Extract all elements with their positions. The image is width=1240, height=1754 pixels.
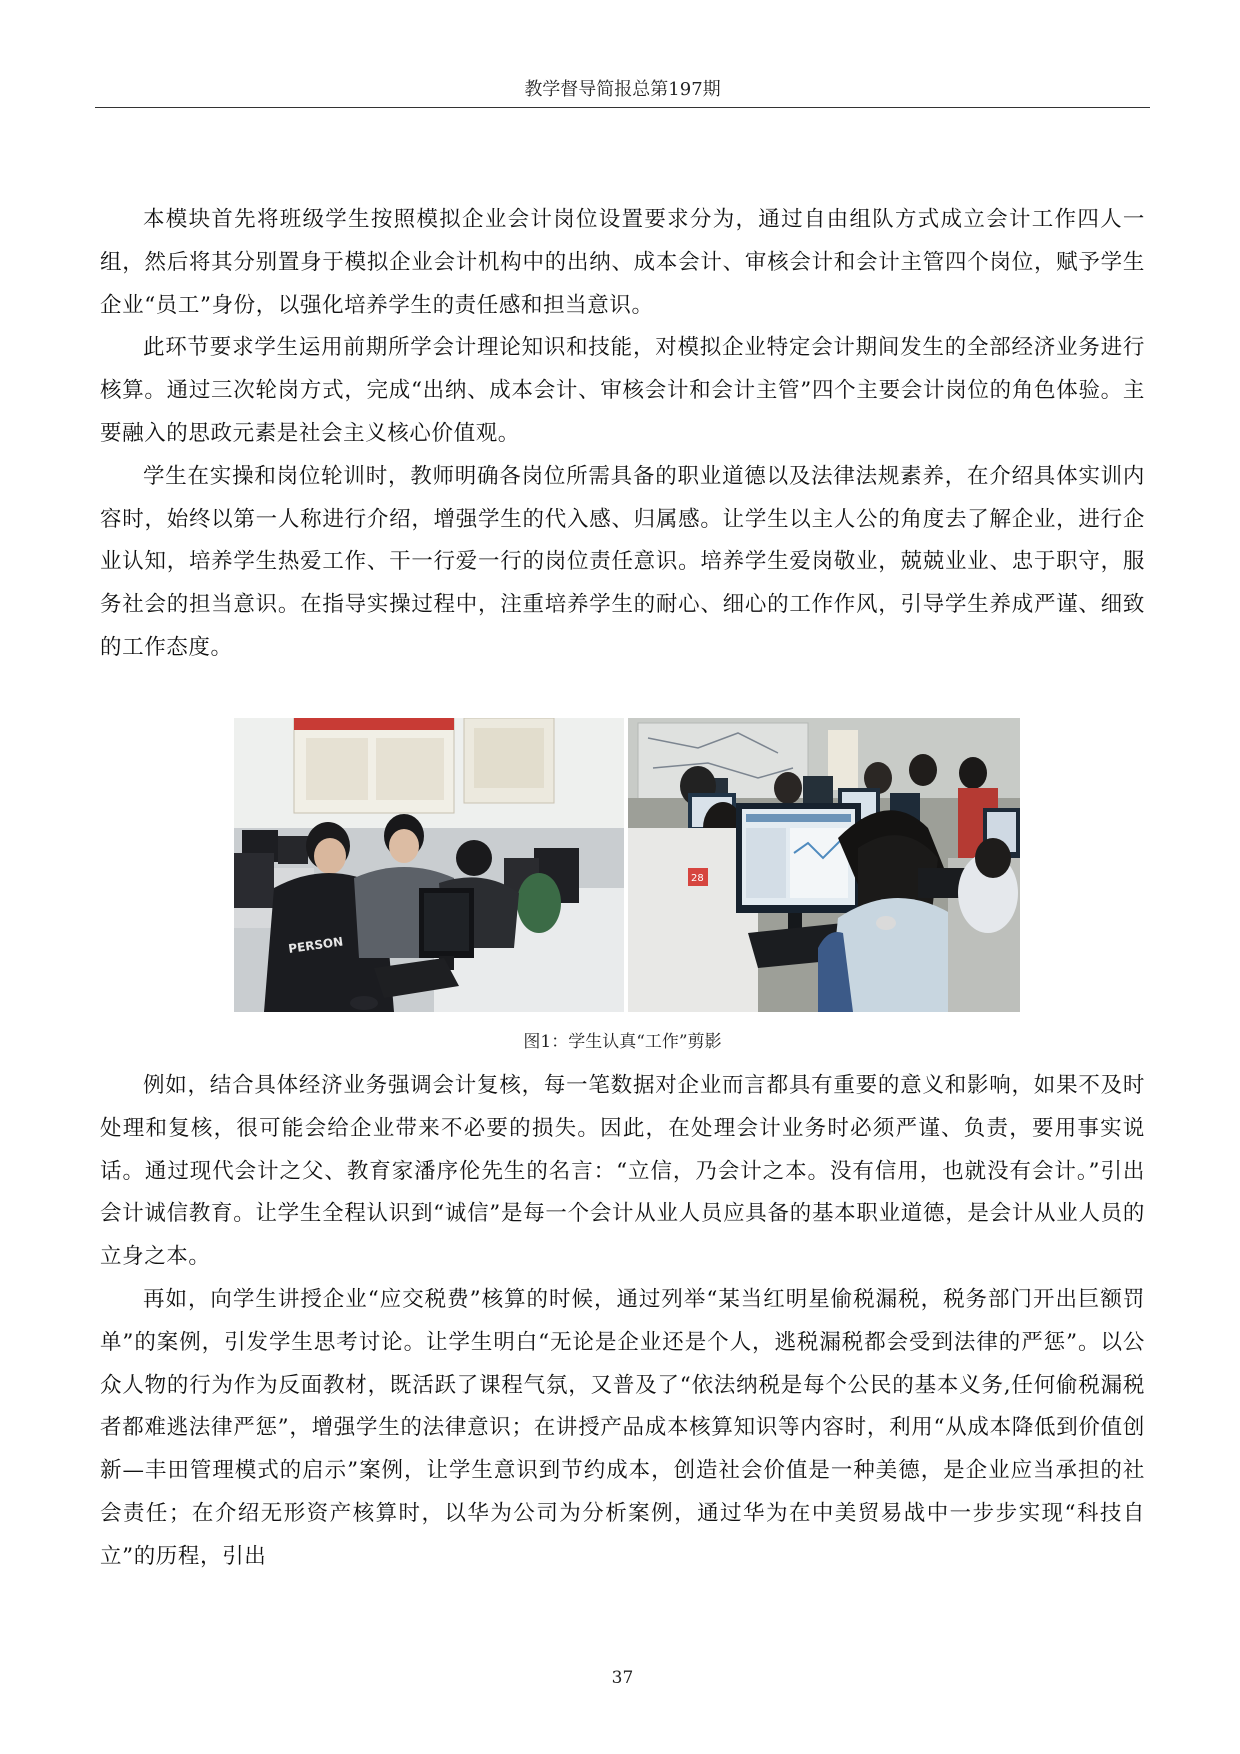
body-text-bottom [100,1065,1145,1579]
photo-right-drawing [628,718,1020,1012]
seat-number: 28 [691,873,704,884]
figure-caption: 图1：学生认真“工作”剪影 [523,1032,722,1052]
paragraph: 例如，结合具体经济业务强调会计复核，每一笔数据对企业而言都具有重要的意义和影响，如果不及时处理和复核，很可能会给企业带来不必要的损失。因此，在处理会计业务时必须严谨、负责，要用事实说话。通过现代会计之父、教育家潘序伦先生的名言：“立信，乃会计之本。没有信用，也就没有会计。”引出会计诚信教育。让学生全程认识到“诚信”是每一个会计从业人员应具备的基本职业道德，是会计从业人员的立身之本。 [100,1073,1145,1270]
classroom-photo-right [628,718,1020,1012]
body-text-top [100,199,1145,670]
figure-photos [234,718,1020,1012]
paragraph: 本模块首先将班级学生按照模拟企业会计岗位设置要求分为，通过自由组队方式成立会计工作四人一组，然后将其分别置身于模拟企业会计机构中的出纳、成本会计、审核会计和会计主管四个岗位，赋予学生企业“员工”身份，以强化培养学生的责任感和担当意识。 [100,207,1145,318]
shirt-print: PERSON [287,934,345,956]
running-header: 教学督导简报总第197期 [524,79,721,100]
paragraph: 再如，向学生讲授企业“应交税费”核算的时候，通过列举“某当红明星偷税漏税，税务部门开出巨额罚单”的案例，引发学生思考讨论。让学生明白“无论是企业还是个人，逃税漏税都会受到法律的严惩”。以公众人物的行为作为反面教材，既活跃了课程气氛，又普及了“依法纳税是每个公民的基本义务,任何偷税漏税者都难逃法律严惩”，增强学生的法律意识；在讲授产品成本核算知识等内容时，利用“从成本降低到价值创新—丰田管理模式的启示”案例，让学生意识到节约成本，创造社会价值是一种美德，是企业应当承担的社会责任；在介绍无形资产核算时，以华为公司为分析案例，通过华为在中美贸易战中一步步实现“科技自立”的历程，引出 [100,1286,1145,1569]
photo-left-drawing [234,718,624,1012]
classroom-photo-left [234,718,624,1012]
paragraph: 此环节要求学生运用前期所学会计理论知识和技能，对模拟企业特定会计期间发生的全部经济业务进行核算。通过三次轮岗方式，完成“出纳、成本会计、审核会计和会计主管”四个主要会计岗位的角色体验。主要融入的思政元素是社会主义核心价值观。 [100,335,1145,446]
page-number: 37 [611,1668,634,1688]
paragraph: 学生在实操和岗位轮训时，教师明确各岗位所需具备的职业道德以及法律法规素养，在介绍具体实训内容时，始终以第一人称进行介绍，增强学生的代入感、归属感。让学生以主人公的角度去了解企业，进行企业认知，培养学生热爱工作、干一行爱一行的岗位责任意识。培养学生爱岗敬业，兢兢业业、忠于职守，服务社会的担当意识。在指导实操过程中，注重培养学生的耐心、细心的工作作风，引导学生养成严谨、细致的工作态度。 [100,463,1145,660]
header-rule [95,107,1150,108]
